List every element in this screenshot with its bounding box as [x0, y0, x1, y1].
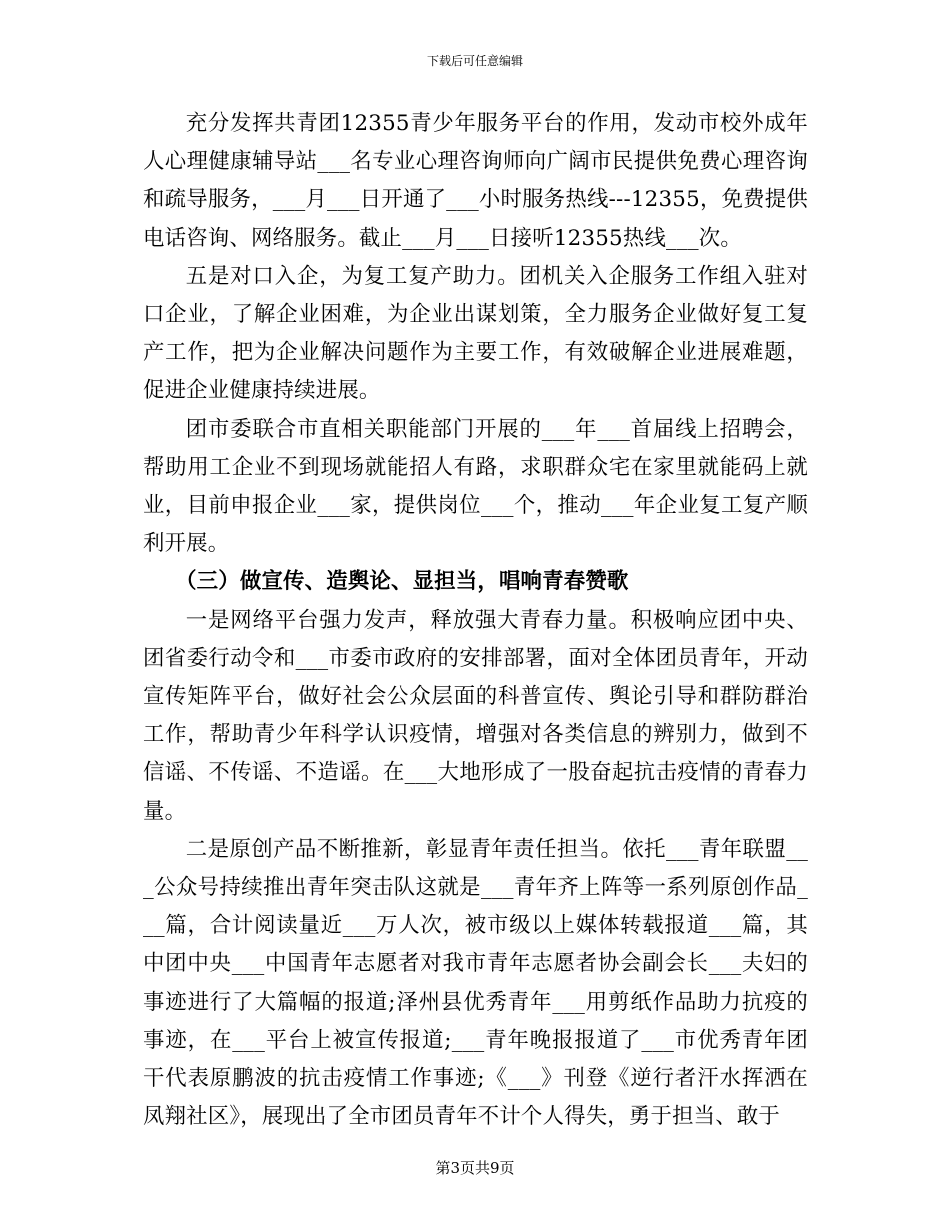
- paragraph-network-platform: 一是网络平台强力发声，释放强大青春力量。积极响应团中央、团省委行动令和___市委市政府的安排部署，面对全体团员青年，开动宣传矩阵平台，做好社会公众层面的科普宣传、舆论引导和群防群治工作，帮助青少年科学认识疫情，增强对各类信息的辨别力，做到不信谣、不传谣、不造谣。在___大地形成了一股奋起抗击疫情的青春力量。: [143, 607, 808, 824]
- paragraph-hotline: 充分发挥共青团12355青少年服务平台的作用，发动市校外成年人心理健康辅导站___名专业心理咨询师向广阔市民提供免费心理咨询和疏导服务，___月___日开通了___小时服务热线---12355，免费提供电话咨询、网络服务。截止___月___日接听12355热线___次。: [143, 111, 808, 251]
- paragraph-online-job-fair: 团市委联合市直相关职能部门开展的___年___首届线上招聘会，帮助用工企业不到现场就能招人有路，求职群众宅在家里就能码上就业，目前申报企业___家，提供岗位___个，推动___年企业复工复产顺利开展。: [143, 416, 808, 557]
- document-body: [143, 105, 808, 1136]
- page-header-note: 下载后可任意编辑: [426, 54, 523, 68]
- page-number: 第3页共9页: [435, 1159, 515, 1177]
- section-heading: （三）做宣传、造舆论、显担当，唱响青春赞歌: [175, 569, 629, 595]
- paragraph-original-products: 二是原创产品不断推新，彰显青年责任担当。依托___青年联盟___公众号持续推出青年突击队这就是___青年齐上阵等一系列原创作品___篇，合计阅读量近___万人次，被市级以上媒体转载报道___篇，其中团中央___中国青年志愿者对我市青年志愿者协会副会长___夫妇的事迹进行了大篇幅的报道;泽州县优秀青年___用剪纸作品助力抗疫的事迹，在___平台上被宣传报道;___青年晚报报道了___市优秀青年团干代表原鹏波的抗击疫情工作事迹;《___》刊登《逆行者汗水挥洒在凤翔社区》，展现出了全市团员青年不计个人得失，勇于担当、敢于: [143, 836, 808, 1130]
- paragraph-enterprise-service: 五是对口入企，为复工复产助力。团机关入企服务工作组入驻对口企业，了解企业困难，为企业出谋划策，全力服务企业做好复工复产工作，把为企业解决问题作为主要工作，有效破解企业进展难题，促进企业健康持续进展。: [143, 263, 808, 404]
